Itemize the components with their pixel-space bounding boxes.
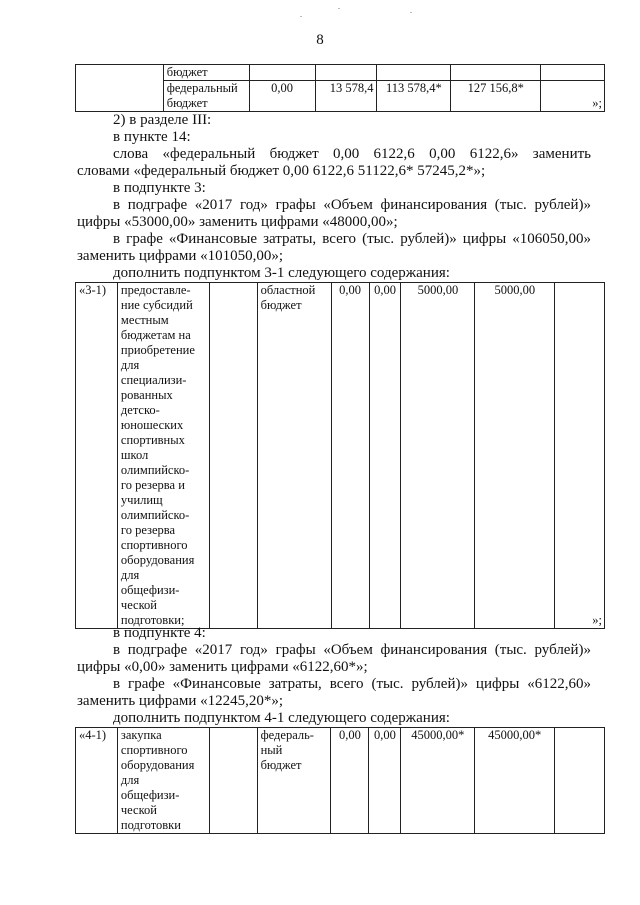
value-cell <box>331 283 369 629</box>
table-subitem-4-1 <box>75 727 605 834</box>
description-line: общефизи- <box>120 788 180 802</box>
description-line: подготовки <box>120 818 181 832</box>
paragraph-line: в подпункте 3: <box>113 180 206 196</box>
paragraph-line: в подпункте 4: <box>113 625 206 641</box>
description-line: бюджетам на <box>120 328 191 342</box>
description-line: олимпийско- <box>120 463 190 477</box>
value-text: 0,00 <box>373 728 396 742</box>
value-cell <box>315 81 377 112</box>
description-line: го резерва и <box>120 478 185 492</box>
empty-cell <box>377 65 451 81</box>
description-line: подготовки; <box>120 613 185 627</box>
scan-speck <box>338 8 340 9</box>
description-line: специализи- <box>120 373 187 387</box>
empty-cell <box>555 728 605 834</box>
description-line: детско- <box>120 403 160 417</box>
description-line: спортивного <box>120 538 188 552</box>
value-text: 0,00 <box>374 283 396 297</box>
description-line: ческой <box>120 598 157 612</box>
description-line: предоставле- <box>120 283 191 297</box>
row-number-cell <box>76 728 118 834</box>
closing-quote: »; <box>592 613 602 627</box>
value-cell <box>331 728 369 834</box>
description-line: закупка <box>120 728 162 742</box>
budget-line: бюджет <box>260 298 302 312</box>
value-text: 0,00 <box>339 728 361 742</box>
value-cell <box>451 81 541 112</box>
budget-line: федераль- <box>260 728 314 742</box>
empty-cell <box>209 283 257 629</box>
value-cell <box>369 728 401 834</box>
paragraph-line: в графе «Финансовые затраты, всего (тыс. рублей)» цифры «106050,00» <box>113 231 591 247</box>
description-line: олимпийско- <box>120 508 190 522</box>
budget-cell <box>257 728 331 834</box>
description-cell <box>117 283 209 629</box>
budget-label-cell <box>163 81 249 112</box>
value-text: 5000,00 <box>494 283 536 297</box>
paragraph-line: в пункте 14: <box>113 129 191 145</box>
paragraph-line: дополнить подпунктом 4-1 следующего содержания: <box>113 710 450 726</box>
closing-quote: »; <box>592 96 602 110</box>
budget-label-line: бюджет <box>166 96 208 110</box>
top-table <box>75 64 605 112</box>
paragraph-line: цифры «0,00» заменить цифрами «6122,60*»; <box>77 659 368 675</box>
value-text: 5000,00 <box>417 283 459 297</box>
description-line: для <box>120 773 140 787</box>
budget-line: бюджет <box>260 758 302 772</box>
paragraph-line: заменить цифрами «12245,20*»; <box>77 693 284 709</box>
row-number-cell <box>76 283 118 629</box>
empty-cell <box>209 728 257 834</box>
description-line: спортивного <box>120 743 188 757</box>
value-text: 13 578,4 <box>329 81 374 95</box>
budget-label-cell: бюджет <box>163 65 249 81</box>
description-line: школ <box>120 448 149 462</box>
description-line: оборудования <box>120 553 195 567</box>
description-line: ческой <box>120 803 157 817</box>
empty-cell <box>249 65 315 81</box>
description-line: для <box>120 568 140 582</box>
value-cell <box>377 81 451 112</box>
value-text: 0,00 <box>271 81 294 95</box>
empty-cell <box>76 65 164 112</box>
description-line: спортивных <box>120 433 185 447</box>
budget-cell <box>257 283 331 629</box>
description-line: приобретение <box>120 343 195 357</box>
empty-cell <box>315 65 377 81</box>
empty-cell <box>451 65 541 81</box>
empty-cell <box>541 65 605 81</box>
empty-cell <box>555 283 605 629</box>
page-number: 8 <box>316 32 324 48</box>
description-line: местным <box>120 313 169 327</box>
value-cell <box>249 81 315 112</box>
description-line: оборудования <box>120 758 195 772</box>
description-line: училищ <box>120 493 163 507</box>
value-text: 127 156,8* <box>467 81 524 95</box>
table-subitem-3-1 <box>75 282 605 629</box>
value-text: 113 578,4* <box>385 81 442 95</box>
row-number: «4-1) <box>79 728 107 742</box>
description-line: рованных <box>120 388 173 402</box>
budget-line: ный <box>260 743 283 757</box>
row-number: «3-1) <box>79 283 107 297</box>
value-cell <box>475 728 555 834</box>
paragraph-line: в подграфе «2017 год» графы «Объем финансирования (тыс. рублей)» <box>113 197 591 213</box>
paragraph-line: дополнить подпунктом 3-1 следующего содержания: <box>113 265 450 281</box>
value-text: 45000,00* <box>411 728 465 742</box>
description-line: юношеских <box>120 418 184 432</box>
value-text: 45000,00* <box>488 728 542 742</box>
value-cell <box>401 283 475 629</box>
description-cell <box>117 728 209 834</box>
paragraph-line: в графе «Финансовые затраты, всего (тыс. рублей)» цифры «6122,60» <box>113 676 591 692</box>
empty-cell <box>541 81 605 112</box>
value-text: 0,00 <box>339 283 361 297</box>
paragraph-line: в подграфе «2017 год» графы «Объем финансирования (тыс. рублей)» <box>113 642 591 658</box>
paragraph-line: слова «федеральный бюджет 0,00 6122,6 0,00 6122,6» заменить <box>113 146 591 162</box>
section-heading: 2) в разделе III: <box>113 112 212 128</box>
paragraph-line: словами «федеральный бюджет 0,00 6122,6 51122,6* 57245,2*»; <box>77 163 486 179</box>
value-cell <box>369 283 401 629</box>
description-line: го резерва <box>120 523 176 537</box>
scan-speck <box>410 12 412 13</box>
description-line: для <box>120 358 140 372</box>
value-cell <box>475 283 555 629</box>
budget-label-line: федеральный <box>166 81 238 95</box>
description-line: ние субсидий <box>120 298 193 312</box>
description-line: общефизи- <box>120 583 180 597</box>
paragraph-line: цифры «53000,00» заменить цифрами «48000,00»; <box>77 214 398 230</box>
budget-line: областной <box>260 283 316 297</box>
paragraph-line: заменить цифрами «101050,00»; <box>77 248 284 264</box>
value-cell <box>401 728 475 834</box>
scan-speck <box>300 16 302 17</box>
